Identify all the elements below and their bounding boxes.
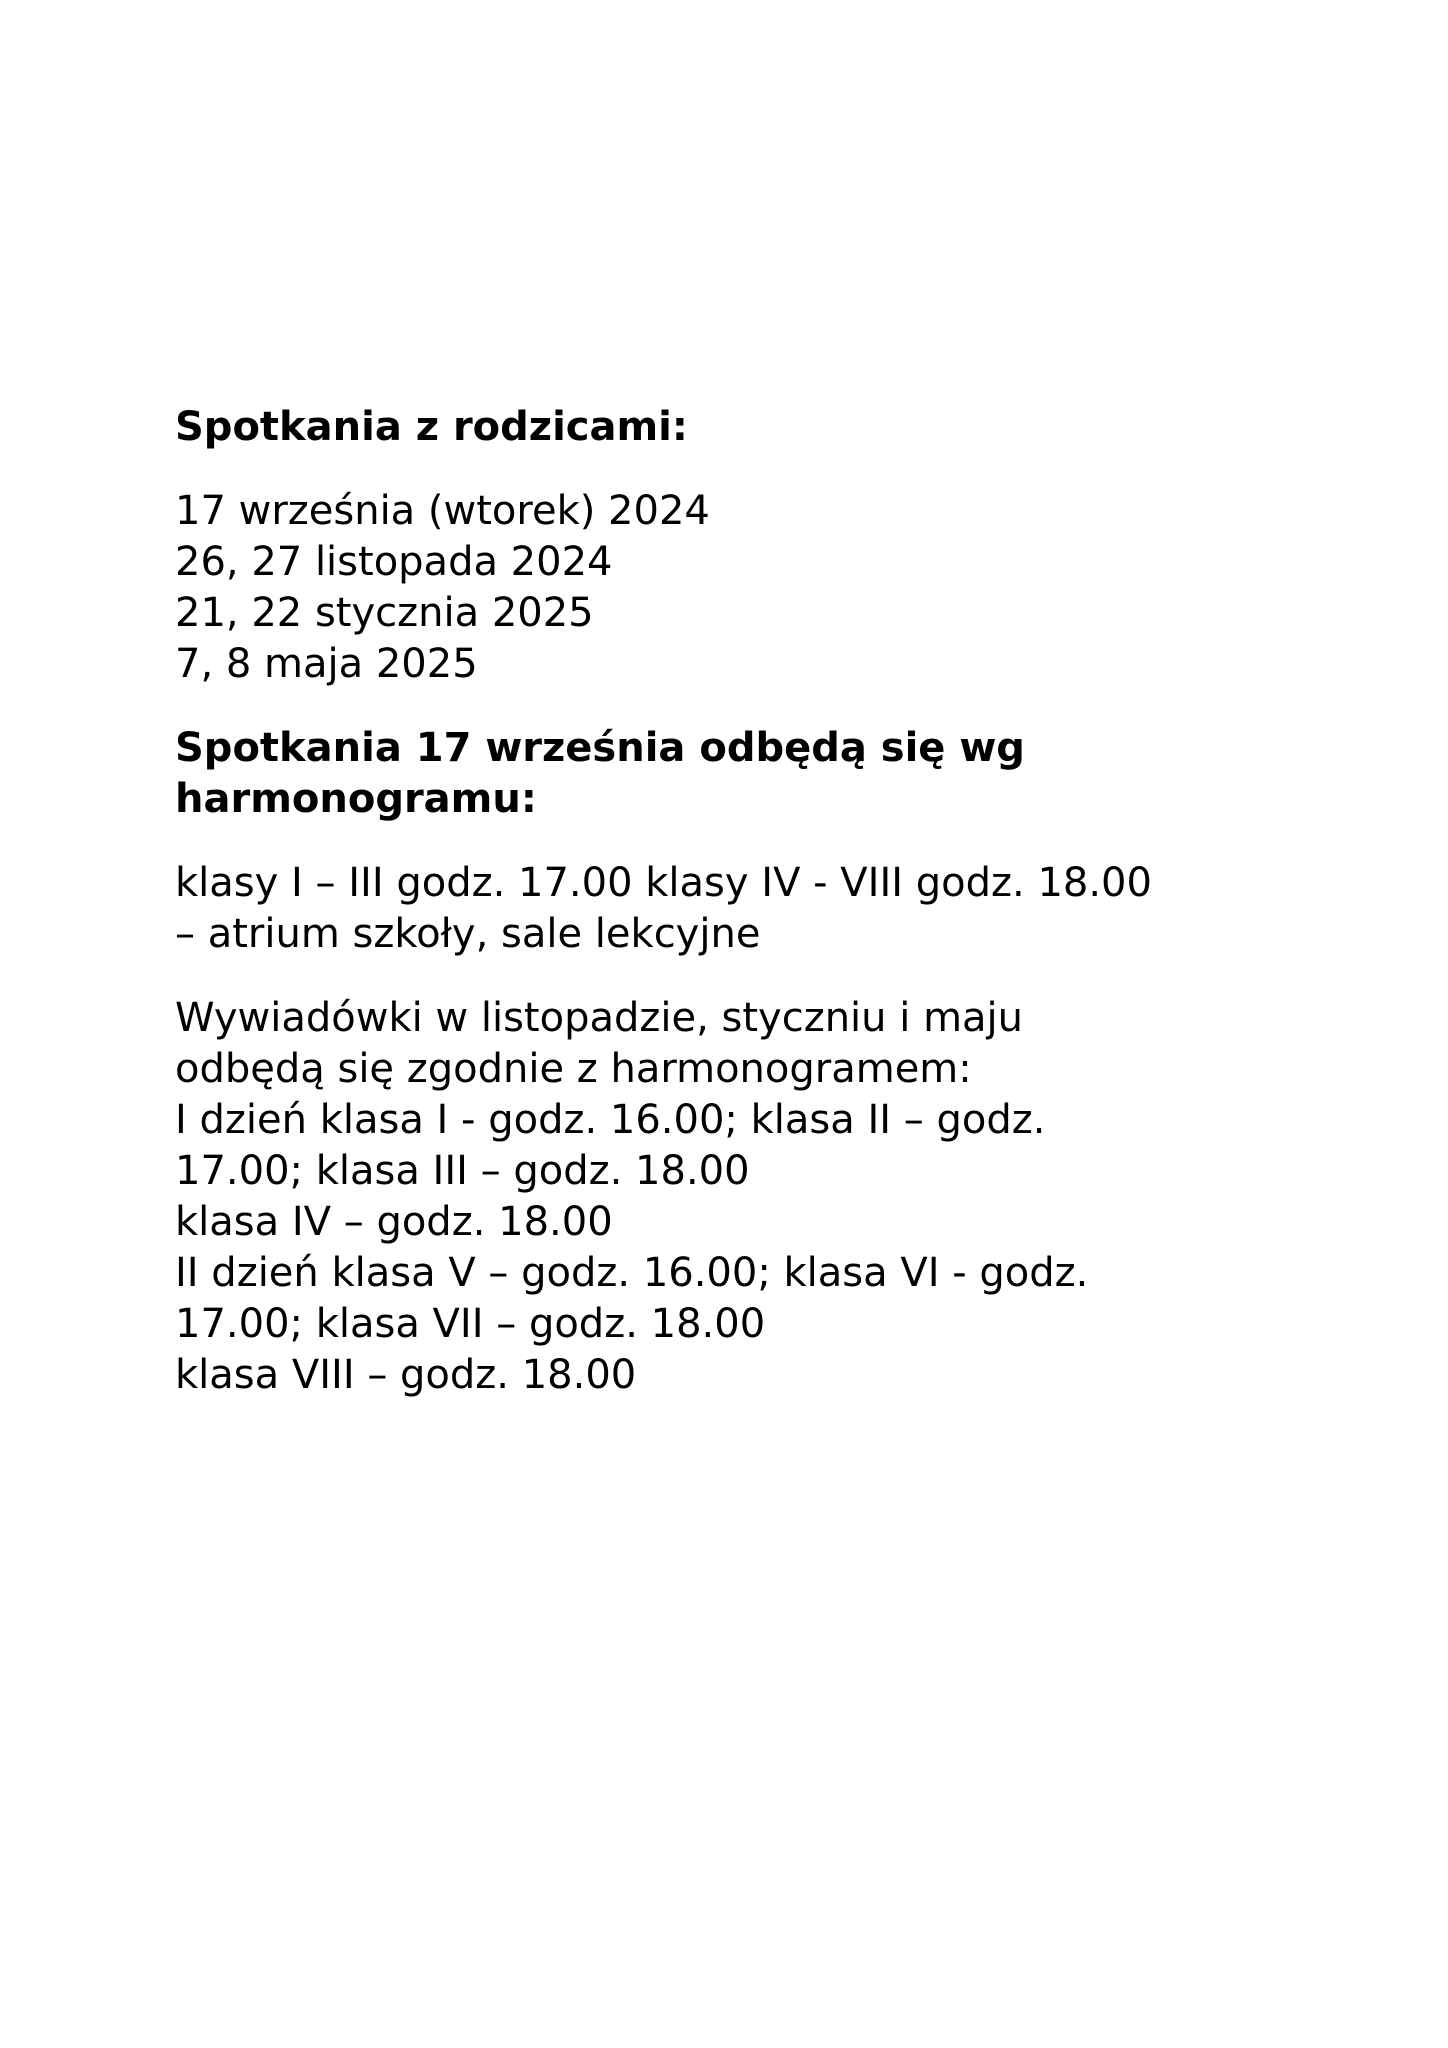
schedule-line: klasy I – III godz. 17.00 klasy IV - VIII godz. 18.00 <box>175 860 1152 906</box>
september-schedule <box>175 858 1315 960</box>
schedule-line: klasa VIII – godz. 18.00 <box>175 1352 637 1398</box>
schedule-line: – atrium szkoły, sale lekcyjne <box>175 911 761 957</box>
schedule-heading-line: Spotkania 17 września odbędą się wg <box>175 725 1025 771</box>
schedule-heading <box>175 723 1315 825</box>
schedule-line: odbędą się zgodnie z harmonogramem: <box>175 1046 972 1092</box>
spacer <box>175 825 1315 858</box>
meeting-date: 21, 22 stycznia 2025 <box>175 590 594 636</box>
meeting-date: 7, 8 maja 2025 <box>175 641 478 687</box>
schedule-line: II dzień klasa V – godz. 16.00; klasa VI - godz. <box>175 1250 1089 1296</box>
spacer <box>175 960 1315 993</box>
schedule-line: klasa IV – godz. 18.00 <box>175 1199 613 1245</box>
schedule-line: Wywiadówki w listopadzie, styczniu i maju <box>175 995 1024 1041</box>
spacer <box>175 690 1315 723</box>
meeting-date: 17 września (wtorek) 2024 <box>175 488 710 534</box>
meetings-heading: Spotkania z rodzicami: <box>175 404 688 450</box>
spacer <box>175 453 1315 486</box>
document-page <box>175 402 1315 1401</box>
meeting-date: 26, 27 listopada 2024 <box>175 539 613 585</box>
schedule-line: 17.00; klasa VII – godz. 18.00 <box>175 1301 766 1347</box>
schedule-heading-line: harmonogramu: <box>175 776 537 822</box>
other-meetings-schedule <box>175 993 1315 1401</box>
schedule-line: I dzień klasa I - godz. 16.00; klasa II – godz. <box>175 1097 1046 1143</box>
meeting-dates-list <box>175 486 1315 690</box>
schedule-line: 17.00; klasa III – godz. 18.00 <box>175 1148 750 1194</box>
